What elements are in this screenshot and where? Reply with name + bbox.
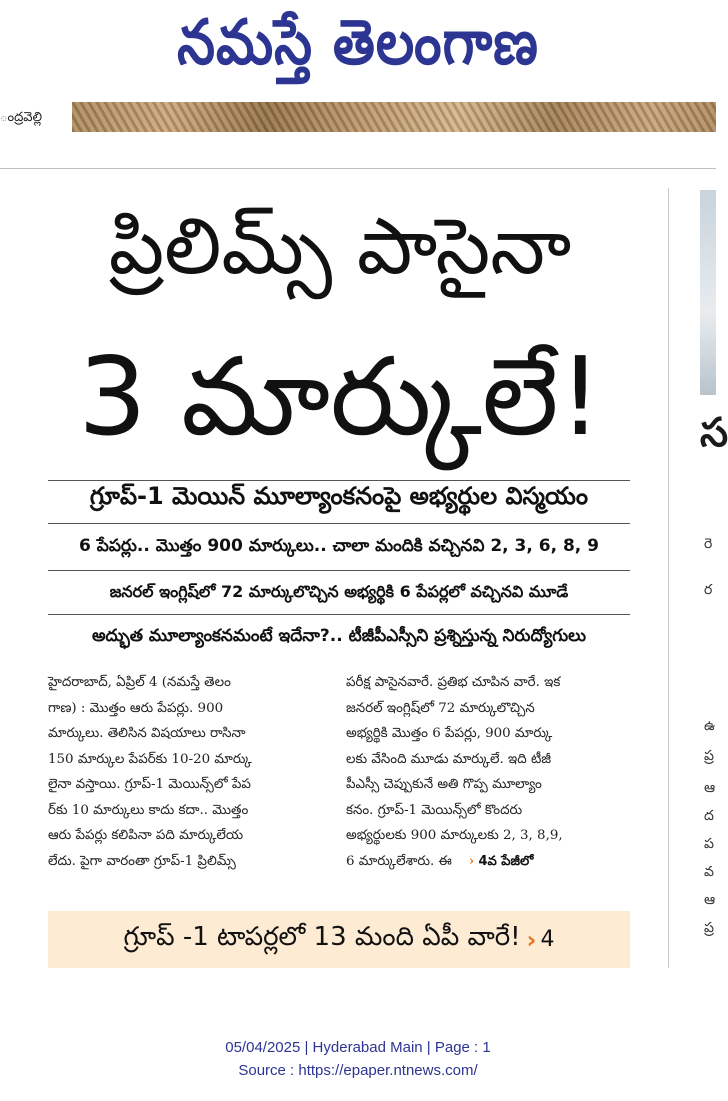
article-column-1 — [48, 670, 336, 874]
headline-line-2: 3 మార్కులే! — [78, 335, 602, 460]
article-line: లైనా వస్తాయి. గ్రూప్-1 మెయిన్స్‌లో పేప — [48, 777, 251, 792]
adjacent-text-fragment: ఉ — [704, 718, 716, 734]
article-column-2 — [346, 670, 634, 874]
banner-page-ref: 4 — [540, 927, 555, 952]
adjacent-text-fragment: ప్ర — [704, 748, 714, 764]
deck-line: గ్రూప్-1 మెయిన్ మూల్యాంకనంపై అభ్యర్థుల విస్మయం — [89, 482, 589, 510]
article-line: ర్‌కు 10 మార్కులు కాదు కదా.. మొత్తం — [48, 802, 249, 818]
adjacent-text-fragment: ప్ర — [704, 920, 714, 936]
adjacent-text-fragment: ద — [704, 808, 714, 824]
article-line: మార్కులు. తెలిసిన విషయాలు రాసినా — [48, 726, 246, 741]
article-line: అభ్యర్థికి మొత్తం 6 పేపర్లు, 900 మార్కు — [346, 726, 553, 741]
related-story-banner[interactable] — [48, 911, 630, 968]
deck-divider — [48, 570, 630, 571]
adjacent-text-fragment: వ — [704, 864, 714, 880]
masthead — [0, 0, 716, 100]
chevron-right-icon: › — [526, 925, 537, 954]
deck-divider — [48, 523, 630, 524]
article-line: అభ్యర్థులకు 900 మార్కులకు 2, 3, 8,9, — [346, 828, 563, 843]
article-line-last — [346, 849, 634, 875]
adjacent-text-fragment: ఆ — [704, 892, 716, 908]
article-line: లకు వేసింది మూడు మార్కులే. ఇది టీజీ — [346, 751, 552, 767]
newspaper-logo: నమస్తే తెలంగాణ — [177, 5, 539, 79]
article-line: గాణ) : మొత్తం ఆరు పేపర్లు. 900 — [48, 700, 224, 716]
adjacent-text-fragment: ప — [704, 836, 714, 852]
article-line: జనరల్ ఇంగ్లిష్‌లో 72 మార్కులొచ్చిన — [346, 700, 535, 716]
banner-photo-strip — [72, 102, 716, 132]
deck-divider — [48, 614, 630, 615]
deck-line: అద్భుత మూల్యాంకనమంటే ఇదేనా?.. టీజీపీఎస్సీని ప్రశ్నిస్తున్న నిరుద్యోగులు — [91, 626, 587, 646]
article-line: 150 మార్కుల పేపర్‌కు 10-20 మార్కు — [48, 751, 252, 767]
deck-line: 6 పేపర్లు.. మొత్తం 900 మార్కులు.. చాలా మందికి వచ్చినవి 2, 3, 6, 8, 9 — [78, 536, 599, 556]
deck-line: జనరల్ ఇంగ్లిష్‌లో 72 మార్కులొచ్చిన అభ్యర్థికి 6 పేపర్లలో వచ్చినవి మూడే — [109, 582, 569, 601]
continue-arrow-icon: › — [468, 852, 475, 869]
article-line-text: 6 మార్కులేశారు. ఈ — [346, 853, 452, 869]
top-divider — [0, 168, 716, 169]
adjacent-text-fragment: రె — [704, 536, 713, 552]
article-line: కనం. గ్రూప్-1 మెయిన్స్‌లో కొందరు — [346, 802, 523, 818]
deck-divider — [48, 480, 630, 481]
adjacent-headline-fragment: స — [700, 410, 728, 456]
article-line: పీఎస్సీ చెప్పుకునే అతి గొప్ప మూల్యాం — [346, 777, 542, 792]
adjacent-text-fragment: ఆ — [704, 780, 716, 796]
source-link[interactable]: Source : https://epaper.ntnews.com/ — [238, 1062, 478, 1079]
adjacent-article-photo — [700, 190, 716, 395]
article-line: హైదరాబాద్, ఏప్రిల్ 4 (నమస్తే తెలం — [48, 675, 231, 690]
headline-line-1: ప్రిలిమ్స్ పాసైనా — [108, 202, 572, 292]
article-line: లేదు. పైగా వారంతా గ్రూప్-1 ప్రిలిమ్స్ — [48, 853, 236, 869]
adjacent-text-fragment: ర — [704, 582, 713, 598]
location-label: ంద్రవెల్లి — [0, 110, 43, 125]
continued-on-page-link[interactable]: 4వ పేజీలో — [478, 853, 534, 869]
edition-info: 05/04/2025 | Hyderabad Main | Page : 1 — [225, 1039, 491, 1056]
article-line: పరీక్ష పాసైనవారే. ప్రతిభ చూపిన వారే. ఇక — [346, 675, 561, 690]
article-line: ఆరు పేపర్లు కలిపినా పది మార్కులేయ — [48, 828, 244, 843]
column-divider — [668, 188, 669, 968]
banner-text: గ్రూప్ -1 టాపర్లలో 13 మంది ఏపీ వారే! — [123, 921, 521, 952]
